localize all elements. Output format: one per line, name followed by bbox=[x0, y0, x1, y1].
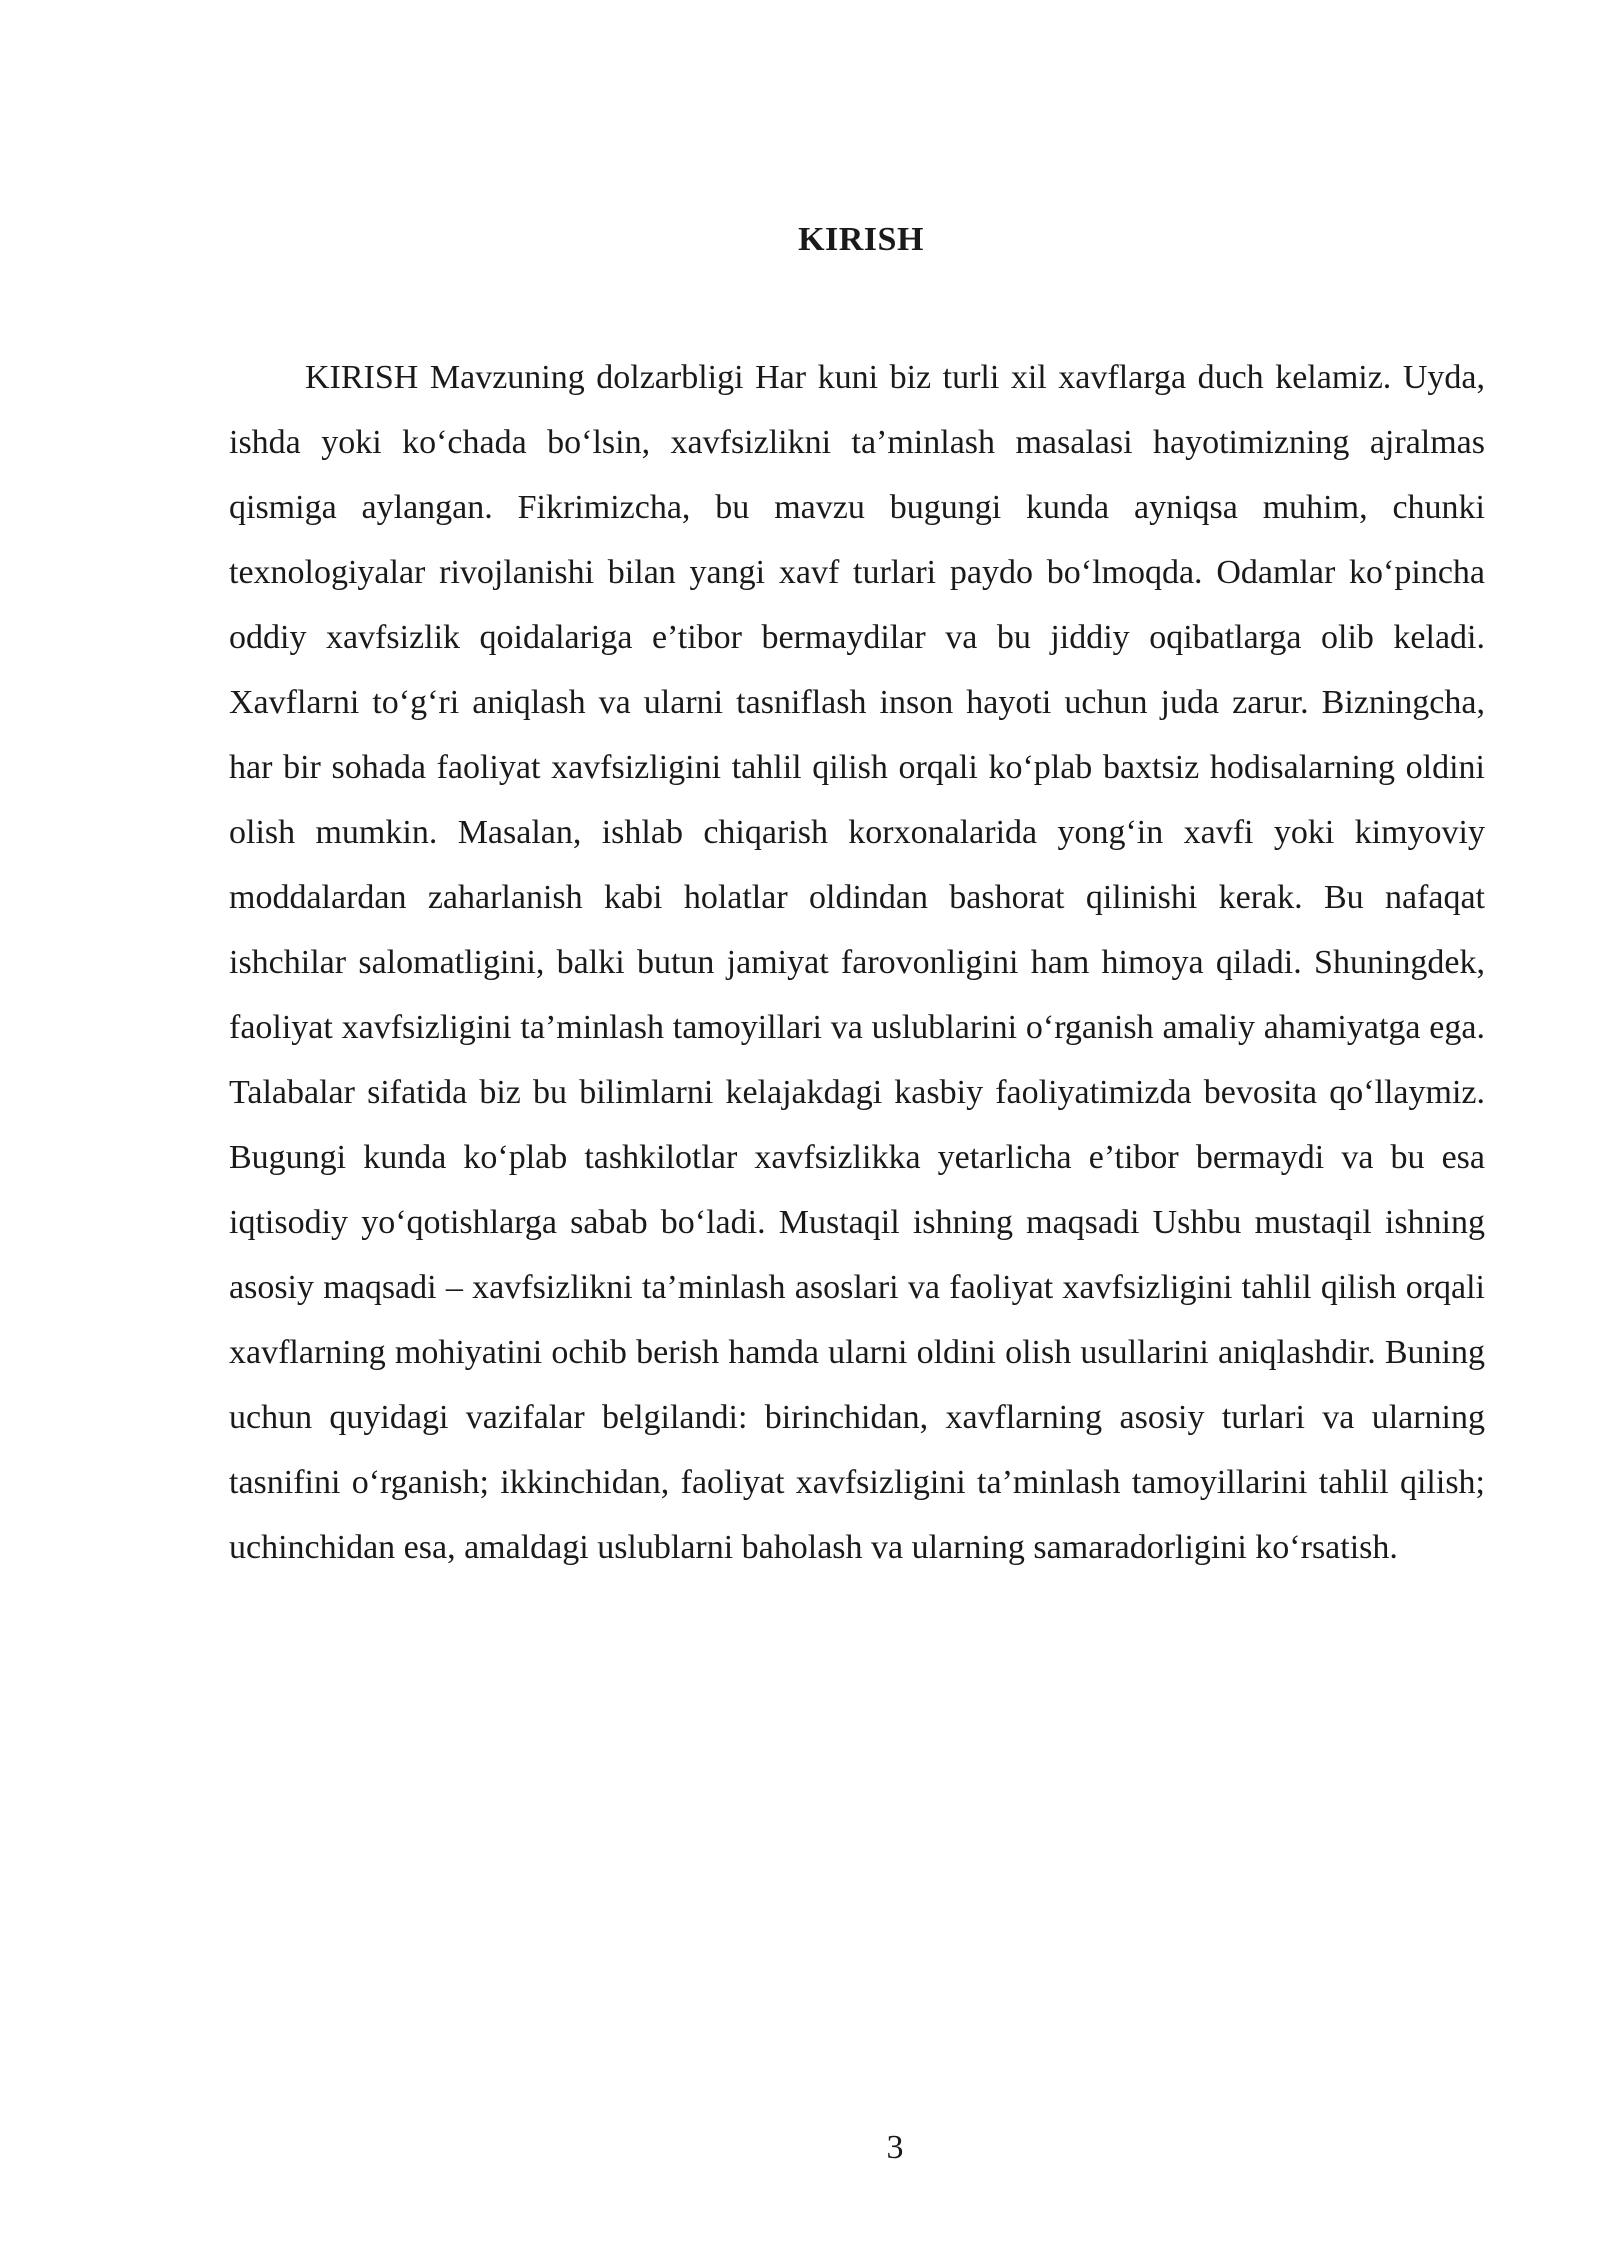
body-paragraph: KIRISH Mavzuning dolzarbligi Har kuni biz turli xil xavflarga duch kelamiz. Uyda, ishda yoki ko‘chada bo‘lsin, xavfsizlikni ta’minlash masalasi hayotimizning ajralmas qismiga aylangan. Fikrimizcha, bu mavzu bugungi kunda ayniqsa muhim, chunki texnologiyalar rivojlanishi bilan yangi xavf turlari paydo bo‘lmoqda. Odamlar ko‘pincha oddiy xavfsizlik qoidalariga e’tibor bermaydilar va bu jiddiy oqibatlarga olib keladi. Xavflarni to‘g‘ri aniqlash va ularni tasniflash inson hayoti uchun juda zarur. Bizningcha, har bir sohada faoliyat xavfsizligini tahlil qilish orqali ko‘plab baxtsiz hodisalarning oldini olish mumkin. Masalan, ishlab chiqarish korxonalarida yong‘in xavfi yoki kimyoviy moddalardan zaharlanish kabi holatlar oldindan bashorat qilinishi kerak. Bu nafaqat ishchilar salomatligini, balki butun jamiyat farovonligini ham himoya qiladi. Shuningdek, faoliyat xavfsizligini ta’minlash tamoyillari va uslublarini o‘rganish amaliy ahamiyatga ega. Talabalar sifatida biz bu bilimlarni kelajakdagi kasbiy faoliyatimizda bevosita qo‘llaymiz. Bugungi kunda ko‘plab tashkilotlar xavfsizlikka yetarlicha e’tibor bermaydi va bu esa iqtisodiy yo‘qotishlarga sabab bo‘ladi. Mustaqil ishning maqsadi Ushbu mustaqil ishning asosiy maqsadi – xavfsizlikni ta’minlash asoslari va faoliyat xavfsizligini tahlil qilish orqali xavflarning mohiyatini ochib berish hamda ularni oldini olish usullarini aniqlashdir. Buning uchun quyidagi vazifalar belgilandi: birinchidan, xavflarning asosiy turlari va ularning tasnifini o‘rganish; ikkinchidan, faoliyat xavfsizligini ta’minlash tamoyillarini tahlil qilish; uchinchidan esa, amaldagi uslublarni baholash va ularning samaradorligini ko‘rsatish. bbox=[229, 359, 1485, 1566]
page-number: 3 bbox=[886, 2129, 904, 2166]
page-heading: KIRISH bbox=[798, 221, 924, 258]
